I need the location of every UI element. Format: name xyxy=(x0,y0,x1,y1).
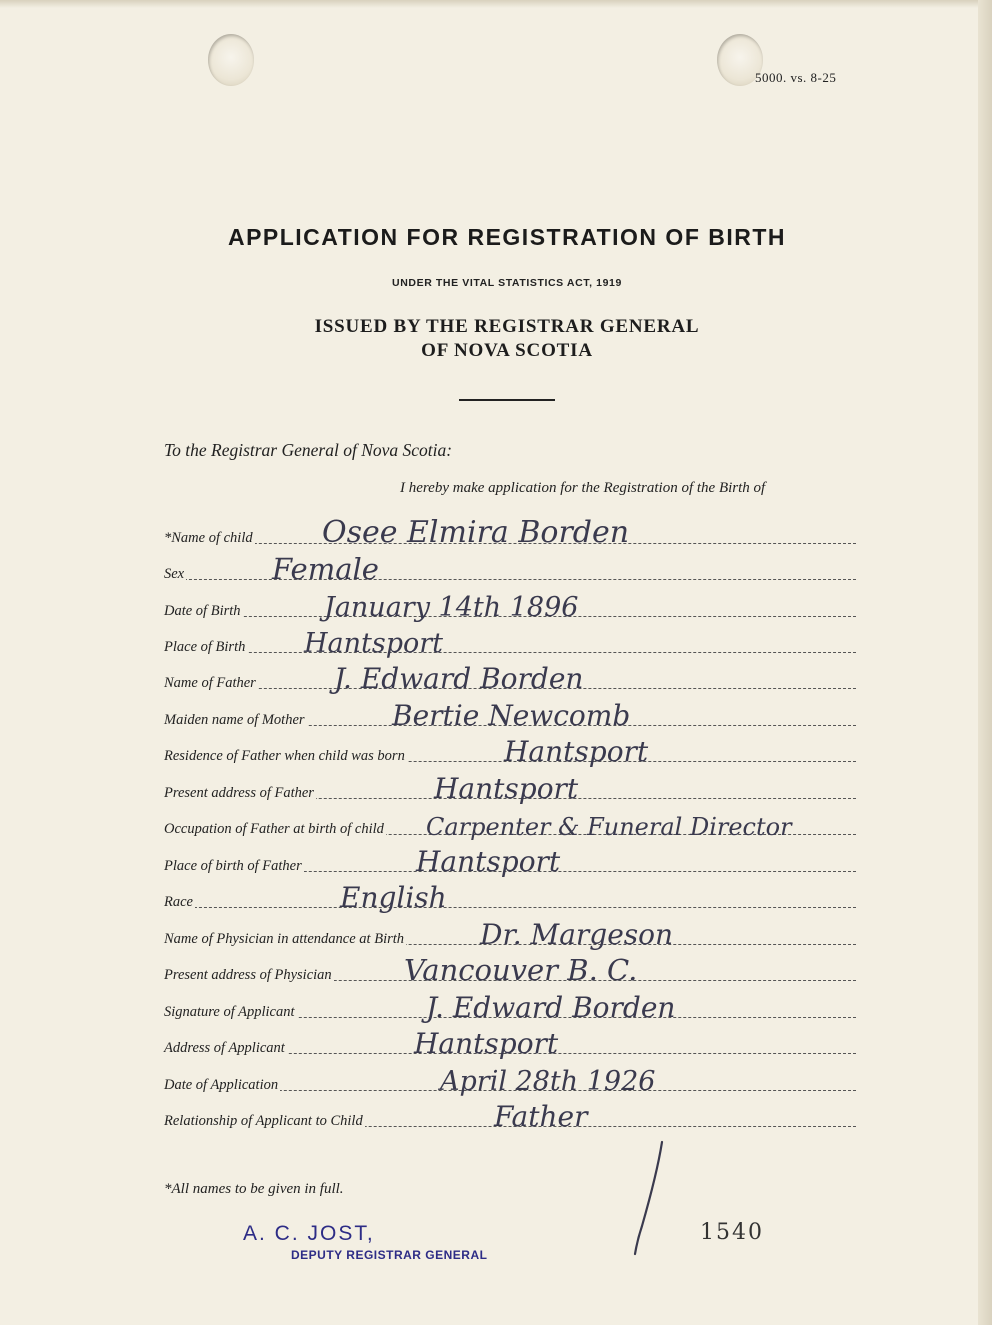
field-value: Hantsport xyxy=(416,845,561,878)
issuer-line-1: ISSUED BY THE REGISTRAR GENERAL xyxy=(314,316,700,337)
issuer-line-2: OF NOVA SCOTIA xyxy=(421,340,593,361)
field-label: Name of Physician in attendance at Birth xyxy=(164,931,405,947)
field-child-name xyxy=(164,515,856,550)
field-value: Female xyxy=(272,552,379,586)
registrar-stamp-title: DEPUTY REGISTRAR GENERAL xyxy=(291,1248,488,1262)
field-label: Present address of Physician xyxy=(164,967,332,983)
field-label: Maiden name of Mother xyxy=(164,712,305,728)
field-value: J. Edward Borden xyxy=(334,662,584,695)
field-father-occupation xyxy=(164,815,856,841)
field-physician-name xyxy=(164,918,856,951)
field-label: Residence of Father when child was born xyxy=(164,748,405,764)
field-dashed-line xyxy=(164,579,856,580)
field-value: J. Edward Borden xyxy=(426,991,676,1024)
field-applicant-signature xyxy=(164,991,856,1024)
form-subtitle: UNDER THE VITAL STATISTICS ACT, 1919 xyxy=(392,277,622,289)
field-dashed-line xyxy=(164,907,856,908)
field-value: Dr. Margeson xyxy=(480,918,674,951)
field-label: Relationship of Applicant to Child xyxy=(164,1113,363,1129)
intro-text: I hereby make application for the Registration of the Birth of xyxy=(400,480,766,496)
field-value: Hantsport xyxy=(504,735,649,768)
field-label: *Name of child xyxy=(164,530,253,546)
field-place-of-birth xyxy=(164,628,856,659)
field-label: Date of Application xyxy=(164,1077,279,1093)
field-mother-maiden-name xyxy=(164,699,856,732)
field-label: Place of birth of Father xyxy=(164,858,302,874)
heading-rule xyxy=(459,399,555,401)
field-label: Present address of Father xyxy=(164,785,314,801)
field-father-name xyxy=(164,662,856,695)
field-label: Occupation of Father at birth of child xyxy=(164,821,384,837)
field-race xyxy=(164,881,856,914)
field-label: Sex xyxy=(164,566,185,582)
paper-top-edge xyxy=(0,0,992,8)
field-value: Bertie Newcomb xyxy=(392,699,631,732)
form-code: 5000. vs. 8-25 xyxy=(755,70,837,85)
field-label: Date of Birth xyxy=(164,603,241,619)
paper-right-edge xyxy=(978,0,992,1325)
field-father-residence xyxy=(164,735,856,768)
field-father-birthplace xyxy=(164,845,856,878)
field-applicant-address xyxy=(164,1027,856,1060)
field-label: Signature of Applicant xyxy=(164,1004,295,1020)
field-value: Hantsport xyxy=(434,772,579,805)
registrar-stamp-name: A. C. JOST, xyxy=(243,1222,375,1245)
field-date-of-birth xyxy=(164,592,856,623)
field-value: Father xyxy=(494,1100,588,1133)
field-value: Carpenter & Funeral Director xyxy=(426,813,792,841)
field-sex xyxy=(164,552,856,586)
field-label: Address of Applicant xyxy=(164,1040,285,1056)
field-label: Name of Father xyxy=(164,675,256,691)
field-value: Vancouver B. C. xyxy=(404,953,638,987)
field-value: April 28th 1926 xyxy=(440,1066,656,1097)
field-value: Hantsport xyxy=(414,1027,559,1060)
issuer-heading xyxy=(0,315,992,363)
field-value: Hantsport xyxy=(304,628,444,659)
field-label: Place of Birth xyxy=(164,639,246,655)
field-value: English xyxy=(340,881,447,914)
punch-hole-left xyxy=(208,34,254,86)
field-applicant-relationship xyxy=(164,1100,856,1133)
field-value: Osee Elmira Borden xyxy=(322,515,630,550)
field-application-date xyxy=(164,1066,856,1097)
field-physician-address xyxy=(164,953,856,987)
pen-stroke-mark xyxy=(628,1138,668,1258)
footnote: *All names to be given in full. xyxy=(164,1181,344,1197)
field-value: January 14th 1896 xyxy=(324,592,579,623)
field-father-address xyxy=(164,772,856,805)
field-label: Race xyxy=(164,894,193,910)
registration-number: 1540 xyxy=(700,1220,764,1245)
form-title: APPLICATION FOR REGISTRATION OF BIRTH xyxy=(227,224,787,250)
field-dashed-line xyxy=(164,652,856,653)
addressee: To the Registrar General of Nova Scotia: xyxy=(164,440,453,460)
